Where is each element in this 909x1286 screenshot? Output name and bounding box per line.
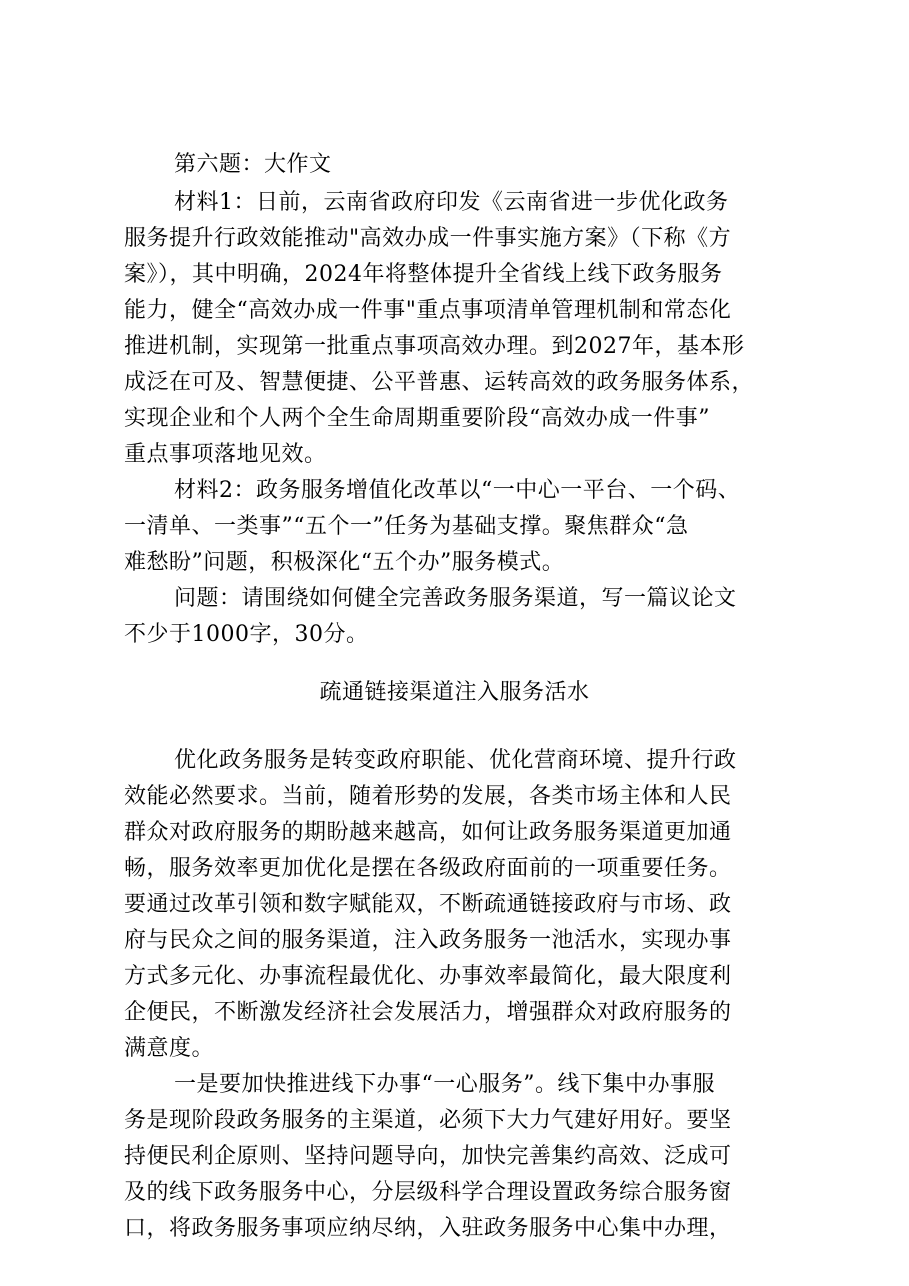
essay-line: 企便民，不断激发经济社会发展活力，增强群众对政府服务的 [124, 1000, 732, 1025]
essay-line: 效能必然要求。当前，随着形势的发展，各类市场主体和人民 [124, 784, 732, 809]
question-line: 推进机制，实现第一批重点事项高效办理。到2027年，基本形 [124, 334, 745, 359]
essay-line: 优化政务服务是转变政府职能、优化营商环境、提升行政 [174, 748, 737, 773]
question-line: 实现企业和个人两个全生命周期重要阶段“高效办成一件事” [124, 406, 710, 431]
question-line: 能力，健全“高效办成一件事"重点事项清单管理机制和常态化 [124, 298, 732, 323]
question-line: 重点事项落地见效。 [124, 442, 327, 467]
question-line: 难愁盼”问题，积极深化“五个办”服务模式。 [124, 550, 565, 575]
essay-line: 畅，服务效率更加优化是摆在各级政府面前的一项重要任务。 [124, 856, 732, 881]
question-line: 案》），其中明确，2024年将整体提升全省线上线下政务服务 [124, 262, 723, 287]
essay-title: 疏通链接渠道注入服务活水 [319, 680, 590, 705]
question-line: 材料1：日前，云南省政府印发《云南省进一步优化政务 [174, 190, 729, 215]
question-line: 材料2：政务服务增值化改革以“一中心一平台、一个码、 [174, 478, 741, 503]
essay-line: 持便民利企原则、坚持问题导向，加快完善集约高效、泛成可 [124, 1144, 732, 1169]
question-line: 第六题：大作文 [174, 152, 332, 177]
essay-line: 及的线下政务服务中心，分层级科学合理设置政务综合服务窗 [124, 1180, 732, 1205]
essay-line: 要通过改革引领和数字赋能双，不断疏通链接政府与市场、政 [124, 892, 732, 917]
essay-line: 口，将政务服务事项应纳尽纳，入驻政务服务中心集中办理， [124, 1216, 732, 1241]
question-line: 服务提升行政效能推动"高效办成一件事实施方案》（下称《方 [124, 226, 732, 251]
essay-line: 务是现阶段政务服务的主渠道，必须下大力气建好用好。要坚 [124, 1108, 732, 1133]
essay-line: 一是要加快推进线下办事“一心服务”。线下集中办事服 [174, 1072, 715, 1097]
question-line: 成泛在可及、智慧便捷、公平普惠、运转高效的政务服务体系， [124, 370, 755, 395]
essay-line: 满意度。 [124, 1036, 215, 1061]
essay-line: 府与民众之间的服务渠道，注入政务服务一池活水，实现办事 [124, 928, 732, 953]
essay-line: 群众对政府服务的期盼越来越高，如何让政务服务渠道更加通 [124, 820, 732, 845]
question-line: 问题：请围绕如何健全完善政务服务渠道，写一篇议论文 [174, 586, 737, 611]
question-line: 不少于1000字，30分。 [124, 622, 369, 647]
question-line: 一清单、一类事”“五个一”任务为基础支撑。聚焦群众“急 [124, 514, 689, 539]
essay-line: 方式多元化、办事流程最优化、办事效率最简化，最大限度利 [124, 964, 732, 989]
